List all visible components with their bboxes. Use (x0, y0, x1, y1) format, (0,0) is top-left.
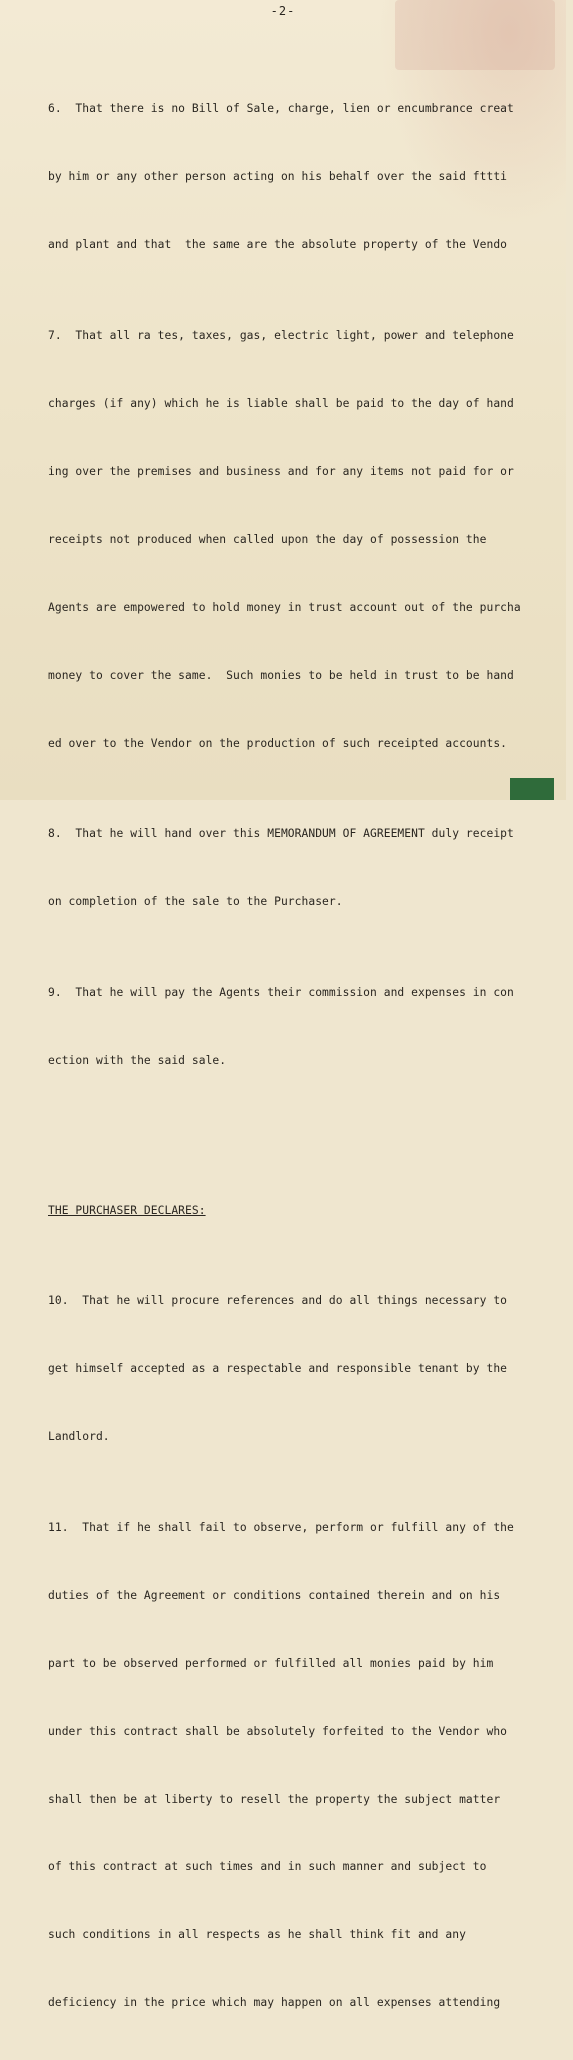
clause-6-line: by him or any other person acting on his behalf over the said fttti (48, 170, 508, 184)
clause-11-line: 11. That if he shall fail to observe, perform or fulfill any of the (48, 1520, 514, 1534)
clause-10-line: Landlord. (48, 1430, 110, 1444)
clause-11-line: shall then be at liberty to resell the property the subject matter (48, 1792, 501, 1806)
clause-11-line: such conditions in all respects as he shall think fit and any (48, 1928, 466, 1942)
clause-11-line: under this contract shall be absolutely forfeited to the Vendor who (48, 1724, 508, 1738)
clause-11-line: of this contract at such times and in such manner and subject to (48, 1860, 487, 1874)
clause-7-line: Agents are empowered to hold money in trust account out of the purcha (48, 600, 521, 614)
clause-11-line: part to be observed performed or fulfilled all monies paid by him (48, 1656, 494, 1670)
clause-10-line: 10. That he will procure references and do all things necessary to (48, 1294, 508, 1308)
clause-11-line: duties of the Agreement or conditions contained therein and on his (48, 1588, 501, 1602)
document-body (48, 53, 573, 2060)
clause-10-line: get himself accepted as a respectable and responsible tenant by the (48, 1362, 508, 1376)
clause-8-line: 8. That he will hand over this MEMORANDUM OF AGREEMENT duly receipt (48, 827, 514, 841)
page-number: -2- (270, 4, 296, 18)
clause-7-line: money to cover the same. Such monies to be held in trust to be hand (48, 668, 514, 682)
section-heading: THE PURCHASER DECLARES: (48, 1203, 206, 1217)
clause-7-line: ing over the premises and business and for any items not paid for or (48, 464, 514, 478)
clause-6-line: 6. That there is no Bill of Sale, charge, lien or encumbrance creat (48, 102, 514, 116)
clause-7-line: charges (if any) which he is liable shall be paid to the day of hand (48, 396, 514, 410)
clause-11-line: deficiency in the price which may happen on all expenses attending (48, 1996, 501, 2010)
spacer (48, 1140, 573, 1154)
clause-9-line: 9. That he will pay the Agents their commission and expenses in con (48, 985, 514, 999)
clause-7-line: ed over to the Vendor on the production of such receipted accounts. (48, 736, 508, 750)
clause-9-line: ection with the said sale. (48, 1053, 227, 1067)
clause-8-line: on completion of the sale to the Purchaser. (48, 895, 343, 909)
clause-7-line: 7. That all ra tes, taxes, gas, electric light, power and telephone (48, 328, 514, 342)
clause-6-line: and plant and that the same are the absolute property of the Vendo (48, 238, 508, 252)
clause-7-line: receipts not produced when called upon the day of possession the (48, 532, 487, 546)
